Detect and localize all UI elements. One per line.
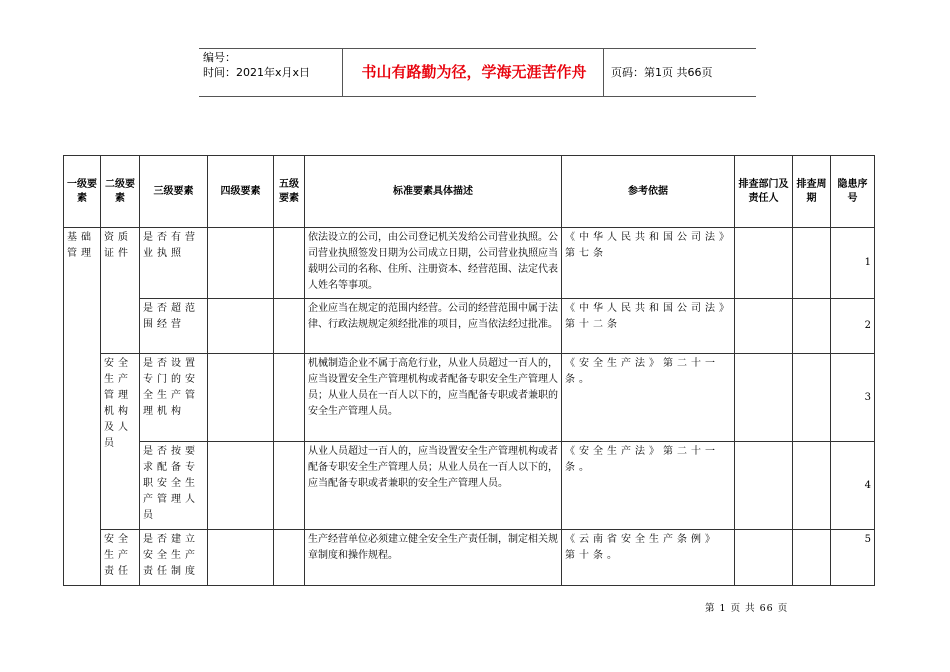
- number-label: 编号：: [203, 51, 236, 64]
- header-meta: [203, 50, 343, 80]
- header-row: [64, 156, 875, 228]
- hazard-no-cell: 2: [831, 299, 875, 354]
- header-reference: 参考依据: [562, 156, 735, 228]
- level2-cell: 安全生产责任: [101, 530, 140, 586]
- header-motto: 书山有路勤为径，学海无涯苦作舟: [361, 63, 587, 81]
- responsible-cell: [735, 354, 793, 442]
- reference-cell: 《安全生产法》第二十一条。: [562, 354, 735, 442]
- level3-cell: 是否有营业执照: [140, 228, 208, 299]
- header-standard: 标准要素具体描述: [305, 156, 562, 228]
- hazard-no-cell: 5: [831, 530, 875, 586]
- header-level2: 二级要素: [101, 156, 140, 228]
- level3-cell: 是否建立安全生产责任制度: [140, 530, 208, 586]
- hazard-no-cell: 4: [831, 442, 875, 530]
- standard-cell: 依法设立的公司，由公司登记机关发给公司营业执照。公司营业执照签发日期为公司成立日期，公司营业执照应当载明公司的名称、住所、注册资本、经营范围、法定代表人姓名等事项。: [305, 228, 562, 299]
- cycle-cell: [793, 228, 831, 299]
- header-level4: 四级要素: [208, 156, 274, 228]
- cycle-cell: [793, 442, 831, 530]
- responsible-cell: [735, 530, 793, 586]
- level3-cell: 是否超范围经营: [140, 299, 208, 354]
- hazard-no-cell: 1: [831, 228, 875, 299]
- header-level1: 一级要素: [64, 156, 101, 228]
- header-responsible: 排查部门及责任人: [735, 156, 793, 228]
- page-footer: 第 1 页 共 66 页: [705, 603, 789, 614]
- level4-cell: [208, 354, 274, 442]
- level5-cell: [274, 299, 305, 354]
- reference-cell: 《中华人民共和国公司法》第七条: [562, 228, 735, 299]
- level4-cell: [208, 299, 274, 354]
- hazard-no-cell: 3: [831, 354, 875, 442]
- level5-cell: [274, 530, 305, 586]
- level5-cell: [274, 354, 305, 442]
- header-page-label: 页码：第1页 共66页: [611, 66, 713, 79]
- level2-cell: 安全生产管理机构及人员: [101, 354, 140, 530]
- table-row: [64, 442, 875, 530]
- header-hazard-no: 隐患序号: [831, 156, 875, 228]
- level4-cell: [208, 530, 274, 586]
- table-row: [64, 228, 875, 299]
- level2-cell: 资质证件: [101, 228, 140, 354]
- reference-cell: 《云南省安全生产条例》第十条。: [562, 530, 735, 586]
- cycle-cell: [793, 299, 831, 354]
- table-row: [64, 354, 875, 442]
- standard-cell: 从业人员超过一百人的，应当设置安全生产管理机构或者配备专职安全生产管理人员；从业人员在一百人以下的，应当配备专职或者兼职的安全生产管理人员。: [305, 442, 562, 530]
- cycle-cell: [793, 530, 831, 586]
- responsible-cell: [735, 228, 793, 299]
- responsible-cell: [735, 442, 793, 530]
- level4-cell: [208, 442, 274, 530]
- level1-cell: 基础管理: [64, 228, 101, 586]
- table-row: [64, 530, 875, 586]
- level4-cell: [208, 228, 274, 299]
- level5-cell: [274, 442, 305, 530]
- level5-cell: [274, 228, 305, 299]
- cycle-cell: [793, 354, 831, 442]
- header-level3: 三级要素: [140, 156, 208, 228]
- standard-cell: 机械制造企业不属于高危行业，从业人员超过一百人的，应当设置安全生产管理机构或者配备专职安全生产管理人员；从业人员在一百人以下的，应当配备专职或者兼职的安全生产管理人员。: [305, 354, 562, 442]
- responsible-cell: [735, 299, 793, 354]
- standard-cell: 生产经营单位必须建立健全安全生产责任制，制定相关规章制度和操作规程。: [305, 530, 562, 586]
- hazard-checklist-table: [63, 155, 875, 586]
- reference-cell: 《安全生产法》第二十一条。: [562, 442, 735, 530]
- table-row: [64, 299, 875, 354]
- level3-cell: 是否设置专门的安全生产管理机构: [140, 354, 208, 442]
- level3-cell: 是否按要求配备专职安全生产管理人员: [140, 442, 208, 530]
- header-cycle: 排查周期: [793, 156, 831, 228]
- time-label: 时间：2021年x月x日: [203, 66, 311, 79]
- standard-cell: 企业应当在规定的范围内经营。公司的经营范围中属于法律、行政法规规定须经批准的项目，应当依法经过批准。: [305, 299, 562, 354]
- page-header: [199, 48, 756, 97]
- header-divider: [603, 49, 604, 96]
- header-level5: 五级要素: [274, 156, 305, 228]
- reference-cell: 《中华人民共和国公司法》第十二条: [562, 299, 735, 354]
- header-divider: [342, 49, 343, 96]
